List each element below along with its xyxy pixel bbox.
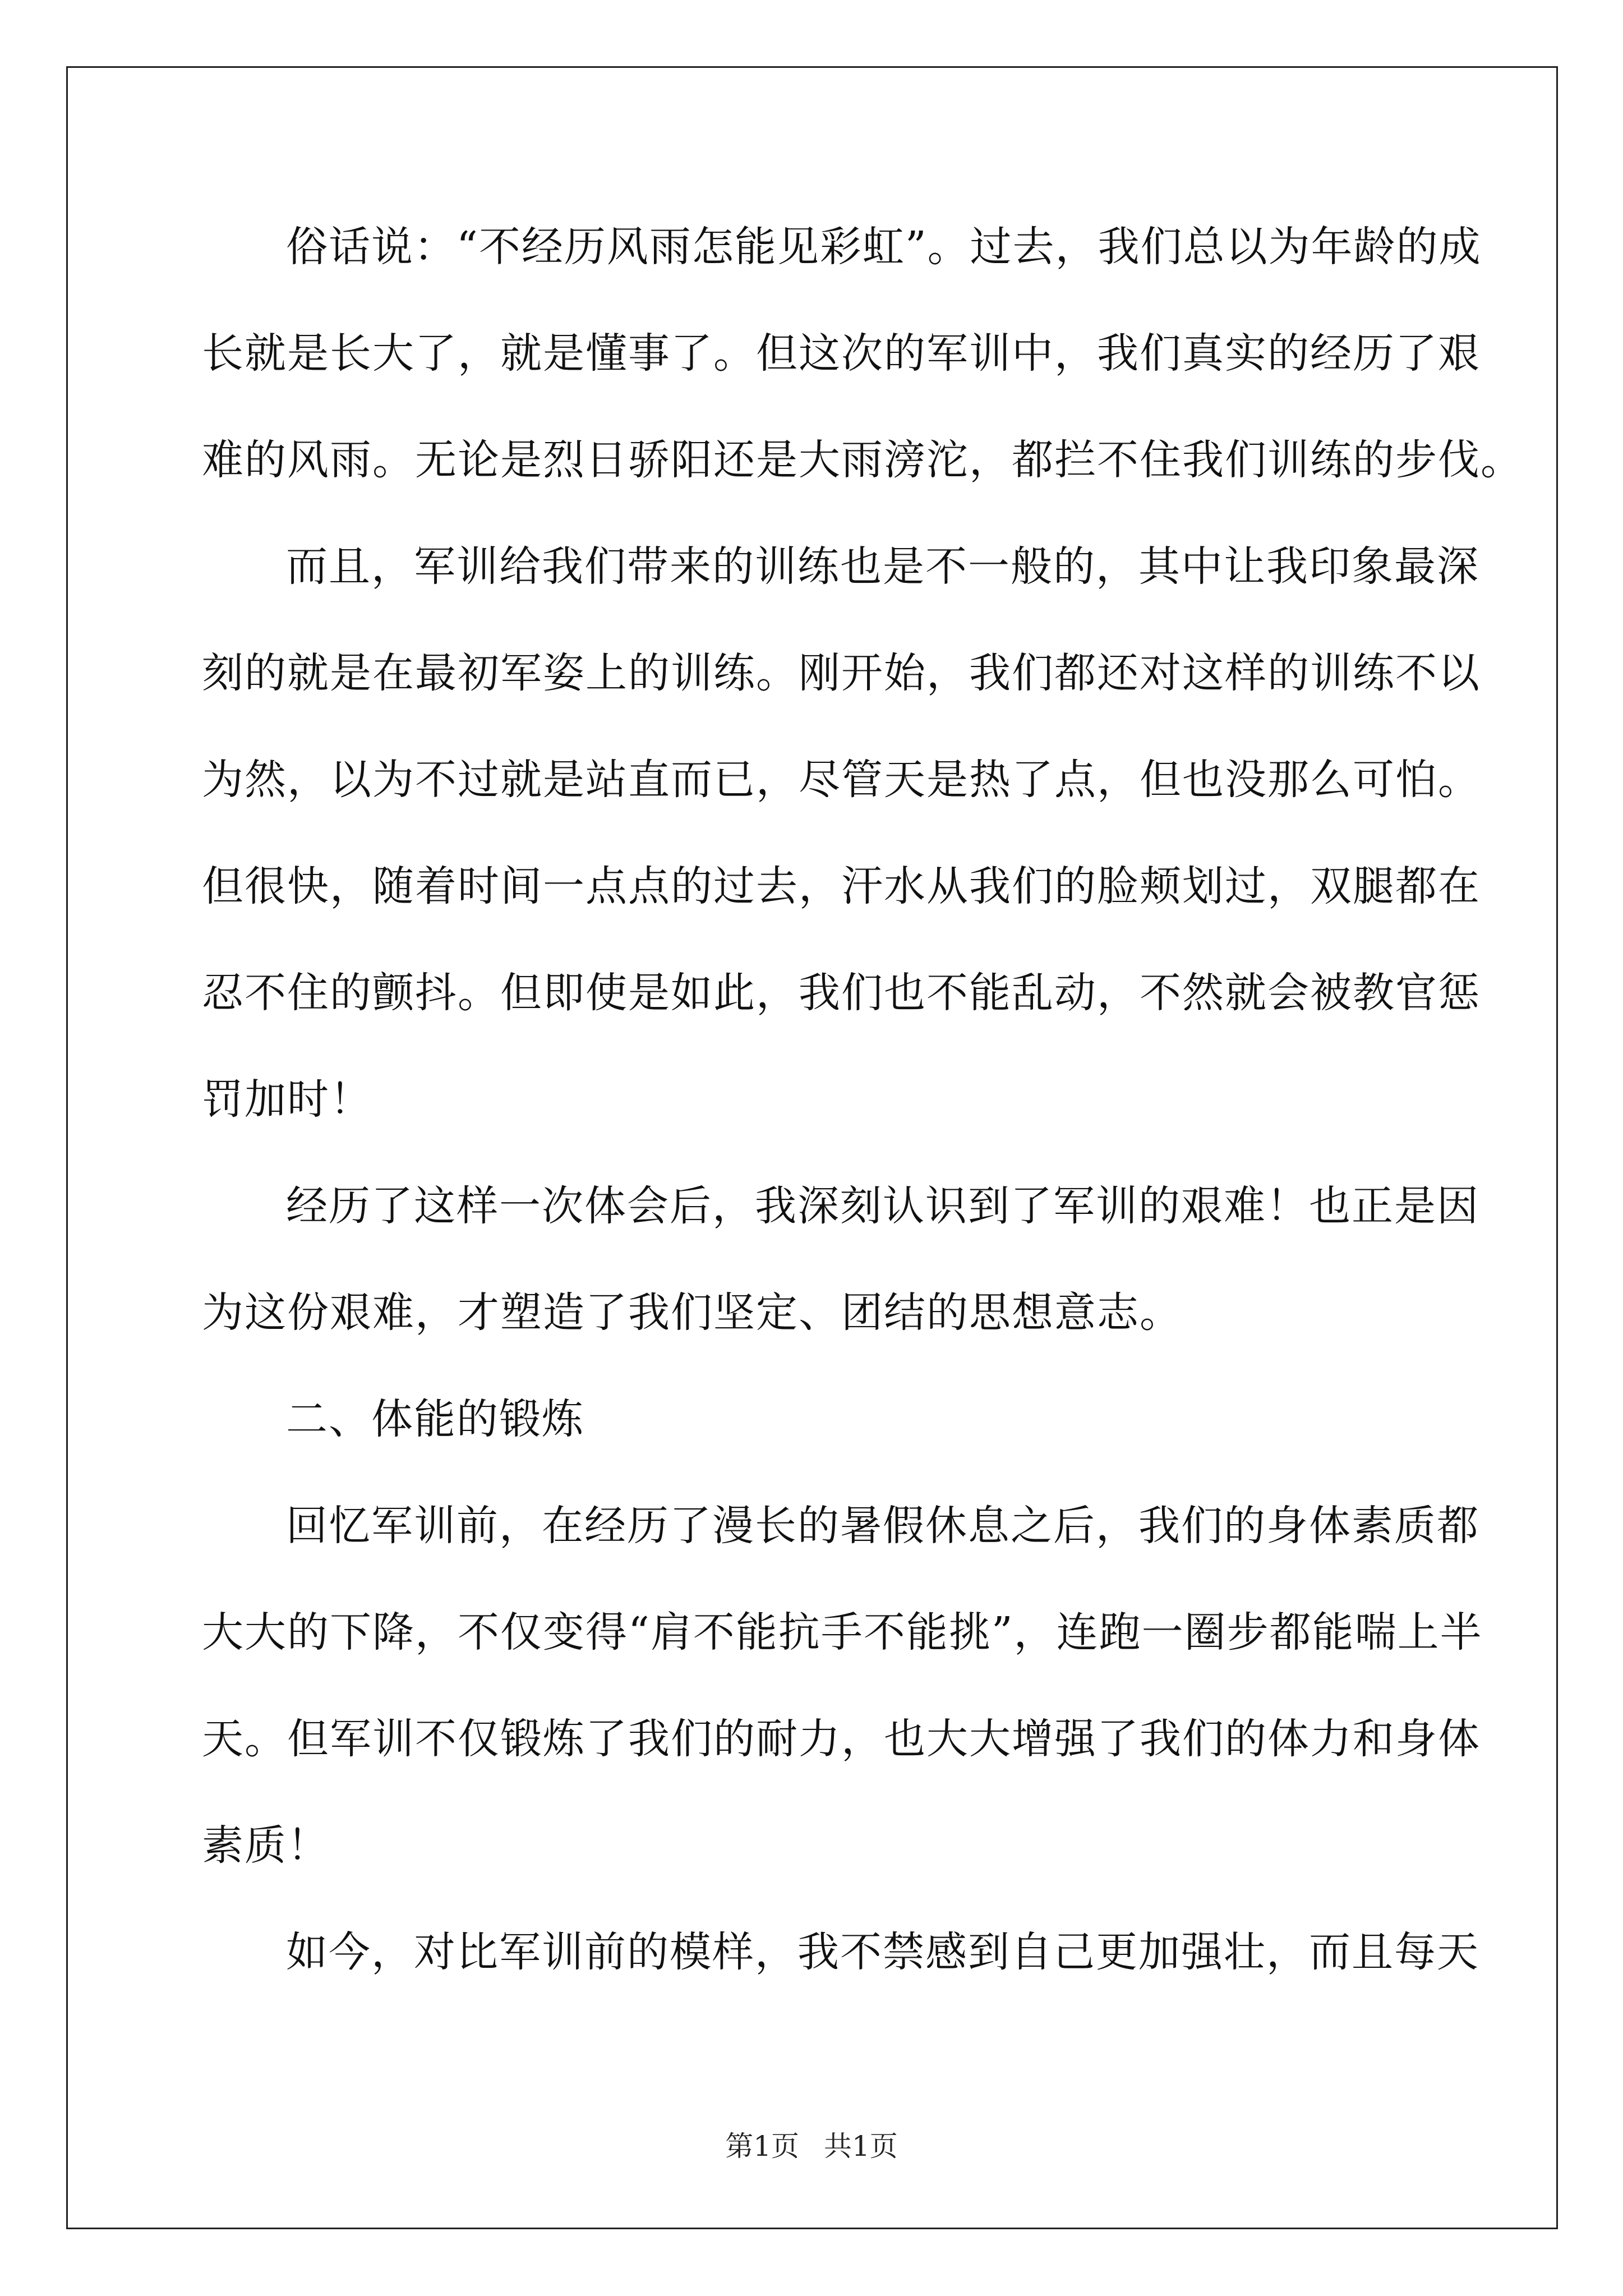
- text-line: 俗话说：“不经历风雨怎能见彩虹”。过去，我们总以为年龄的成: [286, 223, 1482, 271]
- text-line: 难的风雨。无论是烈日骄阳还是大雨滂沱，都拦不住我们训练的步伐。: [202, 436, 1523, 484]
- section-heading: 二、体能的锻炼: [286, 1395, 584, 1443]
- page-number-total: 共1页: [823, 2130, 898, 2162]
- text-line: 如今，对比军训前的模样，我不禁感到自己更加强壮，而且每天: [286, 1928, 1479, 1976]
- text-line: 为这份艰难，才塑造了我们坚定、团结的思想意志。: [202, 1289, 1182, 1337]
- text-line: 而且，军训给我们带来的训练也是不一般的，其中让我印象最深: [286, 542, 1479, 591]
- text-line: 长就是长大了，就是懂事了。但这次的军训中，我们真实的经历了艰: [202, 329, 1481, 378]
- text-line: 但很快，随着时间一点点的过去，汗水从我们的脸颊划过，双腿都在: [202, 862, 1481, 910]
- text-line: 素质！: [202, 1821, 330, 1870]
- text-line: 刻的就是在最初军姿上的训练。刚开始，我们都还对这样的训练不以: [202, 649, 1481, 697]
- page-number-current: 第1页: [725, 2130, 800, 2162]
- text-line: 天。但军训不仅锻炼了我们的耐力，也大大增强了我们的体力和身体: [202, 1715, 1481, 1763]
- text-line: 为然，以为不过就是站直而已，尽管天是热了点，但也没那么可怕。: [202, 756, 1481, 804]
- document-body: [202, 213, 1523, 2025]
- text-line: 回忆军训前，在经历了漫长的暑假休息之后，我们的身体素质都: [286, 1502, 1479, 1550]
- page-footer: [0, 2129, 1623, 2163]
- text-line: 经历了这样一次体会后，我深刻认识到了军训的艰难！也正是因: [286, 1182, 1479, 1230]
- text-line: 大大的下降，不仅变得“肩不能抗手不能挑”，连跑一圈步都能喘上半: [202, 1608, 1483, 1657]
- text-line: 罚加时！: [202, 1075, 372, 1124]
- text-line: 忍不住的颤抖。但即使是如此，我们也不能乱动，不然就会被教官惩: [202, 969, 1481, 1017]
